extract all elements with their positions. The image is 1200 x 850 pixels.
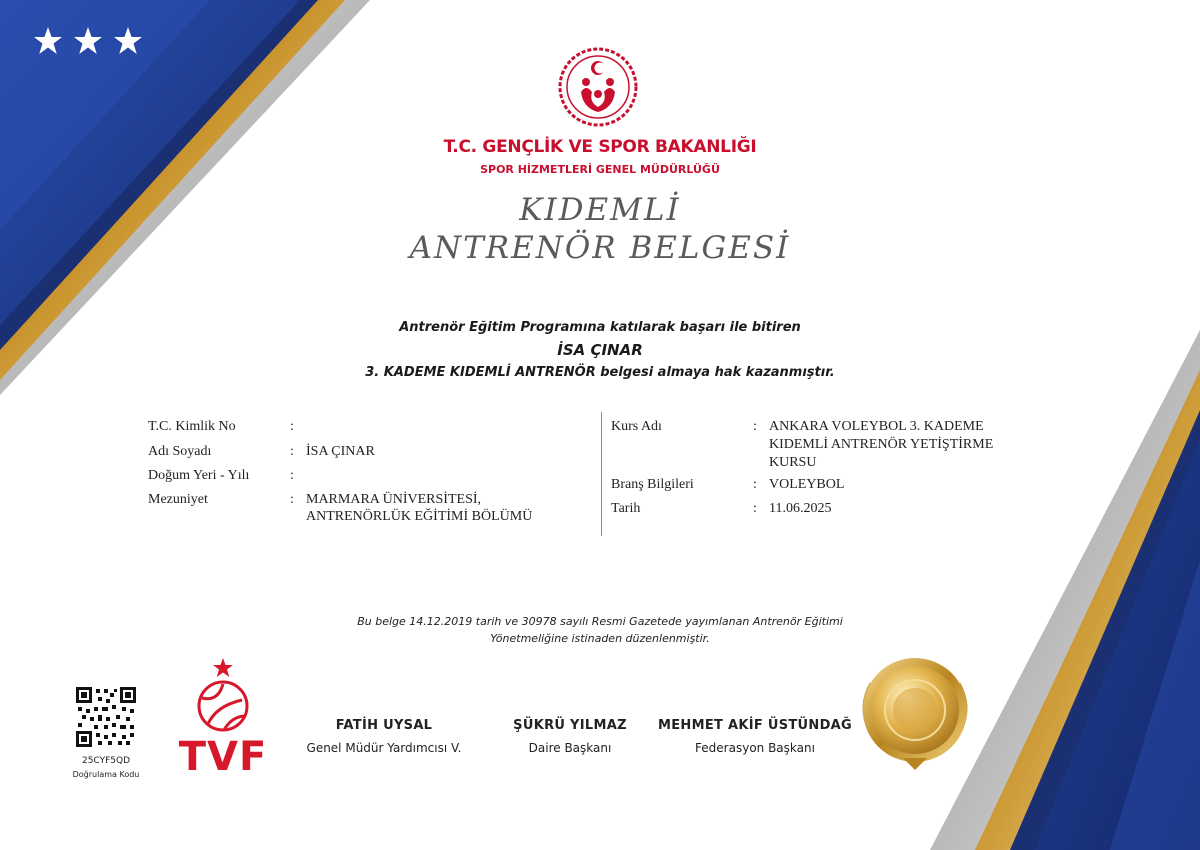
detail-value: KURSU	[769, 455, 817, 470]
detail-value: KIDEMLİ ANTRENÖR YETİŞTİRME	[769, 437, 994, 452]
detail-value: ANKARA VOLEYBOL 3. KADEME	[769, 419, 984, 434]
stars	[32, 25, 147, 57]
detail-label: Mezuniyet	[148, 492, 208, 507]
result-text: 3. KADEME KIDEMLİ ANTRENÖR belgesi almaya hak kazanmıştır.	[365, 365, 835, 380]
ministry-name: T.C. GENÇLİK VE SPOR BAKANLIĞI	[443, 137, 757, 157]
signatory-3	[640, 718, 870, 755]
star-icon	[74, 27, 102, 54]
detail-value: 11.06.2025	[769, 501, 832, 516]
detail-value: ANTRENÖRLÜK EĞİTİMİ BÖLÜMÜ	[306, 509, 533, 524]
legal-line1: Bu belge 14.12.2019 tarih ve 30978 sayılı Resmi Gazetede yayımlanan Antrenör Eğitimi	[357, 615, 843, 628]
ministry-department: SPOR HİZMETLERİ GENEL MÜDÜRLÜĞÜ	[480, 163, 720, 176]
detail-label: Doğum Yeri - Yılı	[148, 468, 250, 483]
certificate-title-line1: KIDEMLİ	[519, 192, 681, 228]
signatory-name: FATİH UYSAL	[335, 718, 433, 733]
intro-text: Antrenör Eğitim Programına katılarak başarı ile bitiren	[399, 320, 801, 335]
certificate-title-line2: ANTRENÖR BELGESİ	[409, 230, 791, 266]
detail-separator: :	[753, 419, 757, 434]
gold-seal-icon	[848, 646, 982, 774]
detail-label: Adı Soyadı	[148, 444, 212, 459]
ministry-emblem-icon	[555, 44, 641, 130]
detail-label: Kurs Adı	[611, 419, 662, 434]
tvf-logo-text: TVF	[178, 734, 268, 780]
legal-note	[300, 613, 900, 647]
detail-separator: :	[753, 501, 757, 516]
tvf-volleyball-icon	[188, 656, 258, 736]
detail-separator: :	[290, 444, 294, 459]
signatory-title: Federasyon Başkanı	[695, 741, 815, 755]
detail-separator: :	[753, 477, 757, 492]
detail-label: T.C. Kimlik No	[148, 419, 236, 434]
star-icon	[114, 27, 142, 54]
details-divider	[601, 412, 602, 536]
detail-separator: :	[290, 492, 294, 507]
holder-name: İSA ÇINAR	[557, 341, 643, 359]
detail-value: VOLEYBOL	[769, 477, 845, 492]
signatory-name: MEHMET AKİF ÜSTÜNDAĞ	[657, 718, 853, 733]
signatory-name: ŞÜKRÜ YILMAZ	[513, 718, 627, 733]
detail-separator: :	[290, 468, 294, 483]
detail-label: Tarih	[611, 501, 641, 516]
verification-code: 25CYF5QD	[82, 756, 130, 766]
detail-value: İSA ÇINAR	[306, 444, 375, 459]
signatory-title: Daire Başkanı	[528, 741, 612, 755]
signatory-1	[284, 718, 484, 755]
star-icon	[34, 27, 62, 54]
signatory-title: Genel Müdür Yardımcısı V.	[306, 741, 462, 755]
detail-separator: :	[290, 419, 294, 434]
detail-label: Branş Bilgileri	[611, 477, 694, 492]
legal-line2: Yönetmeliğine istinaden düzenlenmiştir.	[490, 632, 710, 645]
detail-value: MARMARA ÜNİVERSİTESİ,	[306, 492, 482, 507]
qr-code-icon	[76, 687, 136, 747]
verification-label: Doğrulama Kodu	[72, 770, 140, 779]
